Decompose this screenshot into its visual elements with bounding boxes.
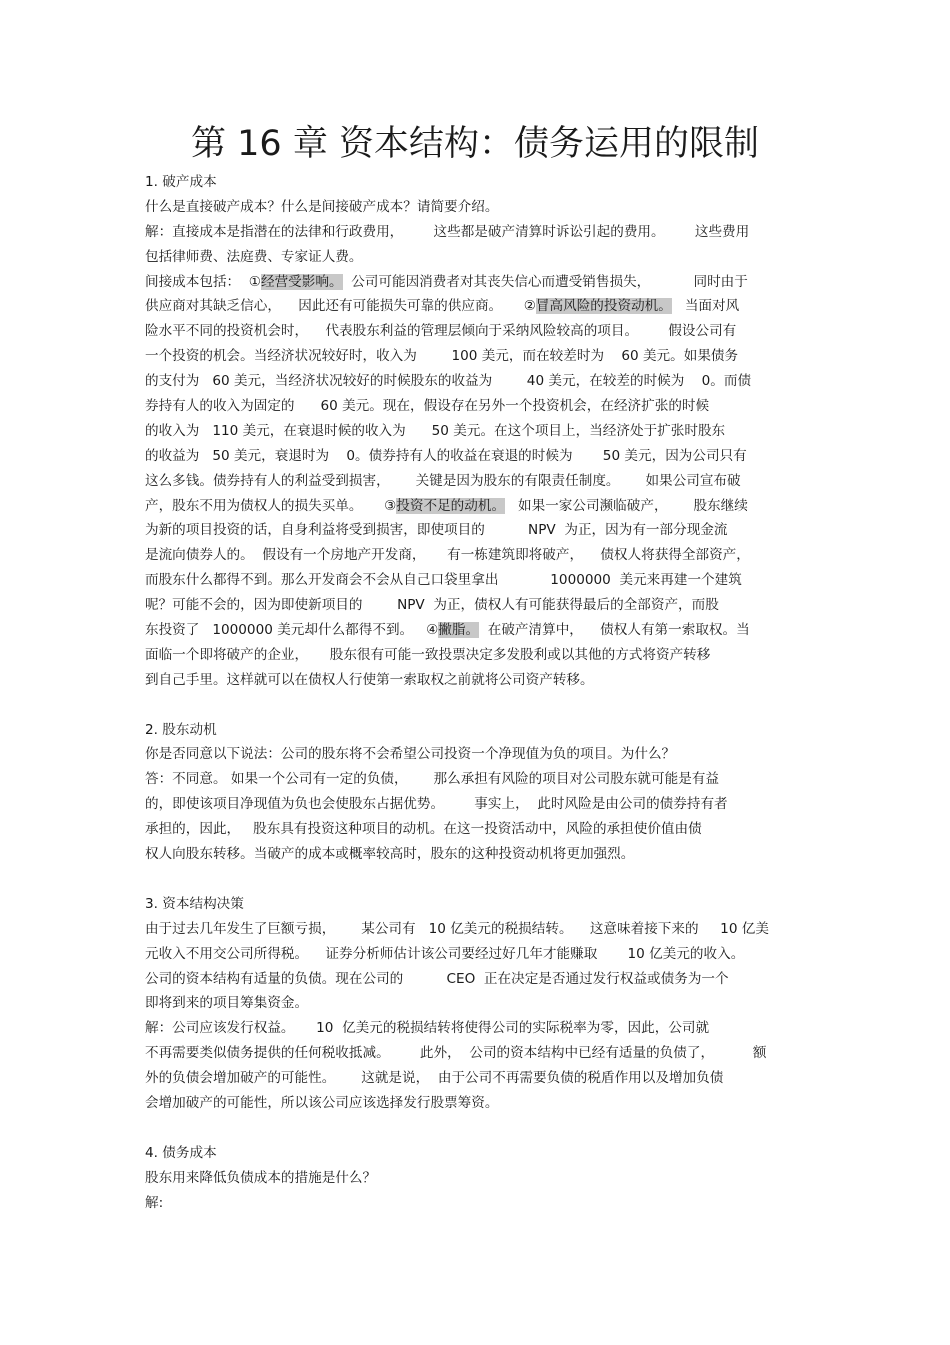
- answer-line: [145, 668, 807, 693]
- answer-line: [145, 1066, 807, 1091]
- section-heading: 1. 破产成本: [145, 174, 217, 190]
- text-run: 东投资了 1000000 美元却什么都得不到。 ④: [145, 622, 439, 639]
- answer-line: [145, 518, 807, 543]
- text-run: 包括律师费、法庭费、专家证人费。: [145, 248, 363, 265]
- answer-line: [145, 1091, 807, 1116]
- answer-line: [145, 245, 807, 270]
- text-run: 即将到来的项目筹集资金。: [145, 995, 309, 1012]
- text-run: 的收益为 50 美元，衰退时为 0。债券持有人的收益在衰退的时候为 50 美元，因为公司只有: [145, 447, 747, 464]
- answer-line: [145, 568, 807, 593]
- answer-line: [145, 319, 807, 344]
- text-run: 解:: [145, 1194, 164, 1211]
- text-run: 不再需要类似债务提供的任何税收抵减。 此外， 公司的资本结构中已经有适量的负债了， 额: [145, 1045, 767, 1062]
- answer-line: [145, 842, 807, 867]
- text-run: 产，股东不用为债权人的损失买单。 ③: [145, 497, 397, 514]
- text-run: 承担的，因此， 股东具有投资这种项目的动机。在这一投资活动中，风险的承担使价值由债: [145, 821, 702, 838]
- text-run: 如果一家公司濒临破产， 股东继续: [505, 497, 748, 514]
- text-run: 在破产清算中， 债权人有第一索取权。当: [479, 622, 750, 639]
- text-run: 的支付为 60 美元，当经济状况较好的时候股东的收益为 40 美元，在较差的时候为 0。而债: [145, 373, 752, 390]
- text-run: 供应商对其缺乏信心， 因此还有可能损失可靠的供应商。 ②: [145, 298, 536, 315]
- text-run: 解：直接成本是指潜在的法律和行政费用， 这些都是破产清算时诉讼引起的费用。 这些费用: [145, 223, 750, 240]
- answer-line: [145, 643, 807, 668]
- text-run: 为新的项目投资的话，自身利益将受到损害，即使项目的 NPV 为正，因为有一部分现金流: [145, 522, 728, 539]
- answer-line: [145, 967, 807, 992]
- text-run: 由于过去几年发生了巨额亏损， 某公司有 10 亿美元的税损结转。 这意味着接下来的 10 亿美: [145, 920, 769, 937]
- section-spacer: [145, 693, 807, 718]
- text-run: 是流向债券人的。 假设有一个房地产开发商， 有一栋建筑即将破产， 债权人将获得全部资产，: [145, 547, 750, 564]
- answer-line: [145, 270, 807, 295]
- text-run: 公司的资本结构有适量的负债。现在公司的 CEO 正在决定是否通过发行权益或债务为一个: [145, 970, 729, 987]
- question-text: 股东用来降低负债成本的措施是什么？: [145, 1169, 377, 1186]
- text-run: 会增加破产的可能性，所以该公司应该选择发行股票筹资。: [145, 1094, 499, 1111]
- text-run: 间接成本包括： ①: [145, 273, 261, 290]
- answer-line: [145, 294, 807, 319]
- answer-line: [145, 593, 807, 618]
- document-body: [145, 170, 807, 1215]
- answer-line: [145, 444, 807, 469]
- text-run: 元收入不用交公司所得税。 证券分析师估计该公司要经过好几年才能赚取 10 亿美元的收入。: [145, 945, 745, 962]
- answer-line: [145, 1016, 807, 1041]
- highlighted-phrase: 投资不足的动机。: [396, 497, 506, 514]
- answer-line: [145, 792, 807, 817]
- highlighted-phrase: 撇脂。: [438, 622, 480, 639]
- answer-line: [145, 817, 807, 842]
- text-run: 一个投资的机会。当经济状况较好时，收入为 100 美元，而在较差时为 60 美元。如果债务: [145, 348, 739, 365]
- highlighted-phrase: 经营受影响。: [261, 273, 343, 290]
- answer-line: [145, 220, 807, 245]
- answer-line: [145, 1041, 807, 1066]
- answer-line: [145, 543, 807, 568]
- text-run: 呢？可能不会的，因为即使新项目的 NPV 为正，债权人有可能获得最后的全部资产，而股: [145, 597, 719, 614]
- answer-line: [145, 991, 807, 1016]
- answer-line: [145, 469, 807, 494]
- answer-line: [145, 1191, 807, 1216]
- page-title: 第 16 章 资本结构：债务运用的限制: [191, 124, 759, 164]
- highlighted-phrase: 冒高风险的投资动机。: [535, 298, 672, 315]
- answer-line: [145, 369, 807, 394]
- question-text: 你是否同意以下说法：公司的股东将不会希望公司投资一个净现值为负的项目。为什么？: [145, 746, 676, 763]
- text-run: 答：不同意。 如果一个公司有一定的负债， 那么承担有风险的项目对公司股东就可能是有益: [145, 771, 719, 788]
- answer-line: [145, 942, 807, 967]
- answer-line: [145, 767, 807, 792]
- text-run: 解：公司应该发行权益。 10 亿美元的税损结转将使得公司的实际税率为零，因此，公司就: [145, 1020, 710, 1037]
- answer-line: [145, 618, 807, 643]
- text-run: 面临一个即将破产的企业， 股东很有可能一致投票决定多发股利或以其他的方式将资产转移: [145, 646, 711, 663]
- text-run: 的收入为 110 美元，在衰退时候的收入为 50 美元。在这个项目上，当经济处于扩张时股东: [145, 422, 726, 439]
- answer-line: [145, 394, 807, 419]
- text-run: 这么多钱。债券持有人的利益受到损害， 关键是因为股东的有限责任制度。 如果公司宣布破: [145, 472, 741, 489]
- section-heading: 4. 债务成本: [145, 1144, 217, 1161]
- text-run: 外的负债会增加破产的可能性。 这就是说， 由于公司不再需要负债的税盾作用以及增加负债: [145, 1070, 724, 1087]
- section-spacer: [145, 1116, 807, 1141]
- text-run: 而股东什么都得不到。那么开发商会不会从自己口袋里拿出 1000000 美元来再建一个建筑: [145, 572, 742, 589]
- answer-line: [145, 917, 807, 942]
- text-run: 券持有人的收入为固定的 60 美元。现在，假设存在另外一个投资机会，在经济扩张的时候: [145, 398, 710, 415]
- text-run: 险水平不同的投资机会时， 代表股东利益的管理层倾向于采纳风险较高的项目。 假设公司有: [145, 323, 737, 340]
- answer-line: [145, 419, 807, 444]
- text-run: 公司可能因消费者对其丧失信心而遭受销售损失， 同时由于: [342, 273, 748, 290]
- text-run: 到自己手里。这样就可以在债权人行使第一索取权之前就将公司资产转移。: [145, 671, 594, 688]
- answer-line: [145, 344, 807, 369]
- section-spacer: [145, 867, 807, 892]
- answer-line: [145, 494, 807, 519]
- question-text: 什么是直接破产成本？什么是间接破产成本？请简要介绍。: [145, 198, 499, 215]
- text-run: 当面对风: [671, 298, 740, 315]
- text-run: 权人向股东转移。当破产的成本或概率较高时，股东的这种投资动机将更加强烈。: [145, 846, 635, 863]
- text-run: 的，即使该项目净现值为负也会使股东占据优势。 事实上， 此时风险是由公司的债券持有者: [145, 796, 728, 813]
- section-heading: 3. 资本结构决策: [145, 895, 244, 912]
- section-heading: 2. 股东动机: [145, 721, 217, 738]
